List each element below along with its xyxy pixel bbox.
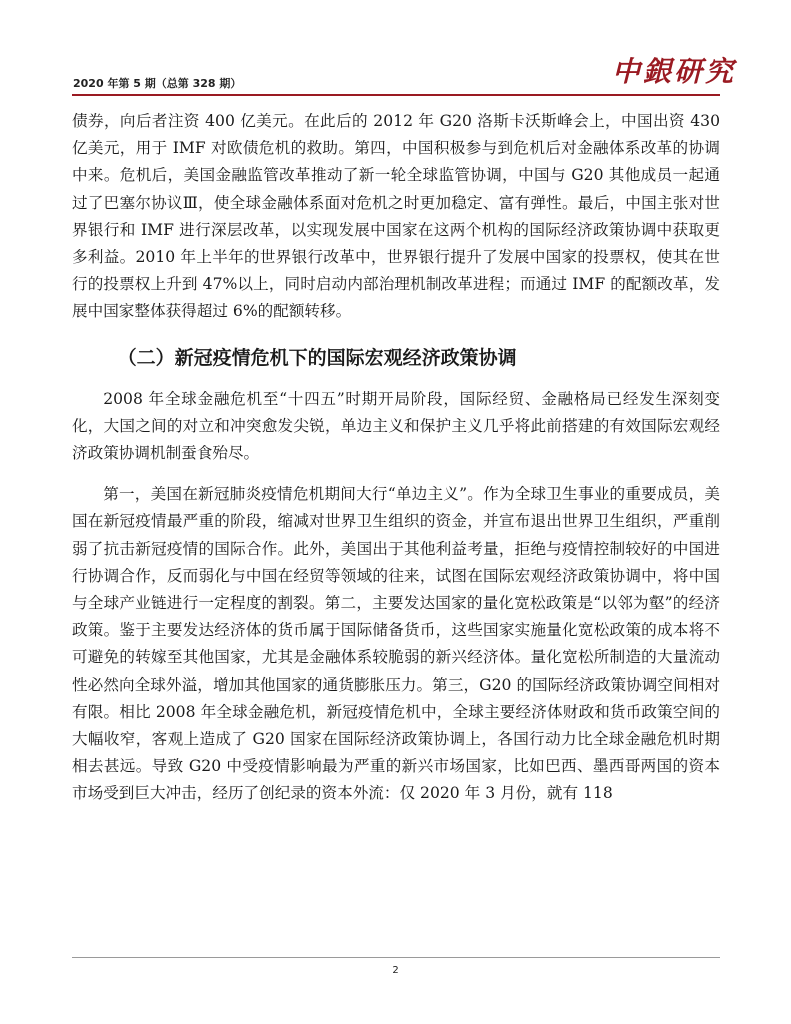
paragraph-2: 2008 年全球金融危机至“十四五”时期开局阶段，国际经贸、金融格局已经发生深刻变化，大国之间的对立和冲突愈发尖锐，单边主义和保护主义几乎将此前搭建的有效国际宏观经济政策协调机制蚕食殆尽。 <box>72 389 720 463</box>
brand-logo: 中銀研究 <box>612 55 737 88</box>
section-heading: （二）新冠疫情危机下的国际宏观经济政策协调 <box>117 346 517 369</box>
paragraph-3: 第一，美国在新冠肺炎疫情危机期间大行“单边主义”。作为全球卫生事业的重要成员，美国在新冠疫情最严重的阶段，缩减对世界卫生组织的资金，并宣布退出世界卫生组织，严重削弱了抗击新冠疫情的国际合作。此外，美国出于其他利益考量，拒绝与疫情控制较好的中国进行协调合作，反而弱化与中国在经贸等领域的往来，试图在国际宏观经济政策协调中，将中国与全球产业链进行一定程度的割裂。第二，主要发达国家的量化宽松政策是“以邻为壑”的经济政策。鉴于主要发达经济体的货币属于国际储备货币，这些国家实施量化宽松政策的成本将不可避免的转嫁至其他国家，尤其是金融体系较脆弱的新兴经济体。量化宽松所制造的大量流动性必然向全球外溢，增加其他国家的通货膨胀压力。第三，G20 的国际经济政策协调空间相对有限。相比 2008 年全球金融危机，新冠疫情危机中，全球主要经济体财政和货币政策空间的大幅收窄，客观上造成了 G20 国家在国际经济政策协调上，各国行动力比全球金融危机时期相去甚远。导致 G20 中受疫情影响最为严重的新兴市场国家，比如巴西、墨西哥两国的资本市场受到巨大冲击，经历了创纪录的资本外流：仅 2020 年 3 月份，就有 118 <box>72 485 720 803</box>
issue-label: 2020 年第 5 期（总第 328 期） <box>73 77 242 90</box>
article-body <box>72 108 720 822</box>
paragraph-1: 债券，向后者注资 400 亿美元。在此后的 2012 年 G20 洛斯卡沃斯峰会上，中国出资 430 亿美元，用于 IMF 对欧债危机的救助。第四，中国积极参与到危机后对金融体系改革的协调中来。危机后，美国金融监管改革推动了新一轮全球监管协调，中国与 G20 其他成员一起通过了巴塞尔协议Ⅲ，使全球金融体系面对危机之时更加稳定、富有弹性。最后，中国主张对世界银行和 IMF 进行深层改革，以实现发展中国家在这两个机构的国际经济政策协调中获取更多利益。2010 年上半年的世界银行改革中，世界银行提升了发展中国家的投票权，使其在世行的投票权上升到 47%以上，同时启动内部治理机制改革进程；而通过 IMF 的配额改革，发展中国家整体获得超过 6%的配额转移。 <box>72 112 720 321</box>
page-number: 2 <box>392 965 399 976</box>
header-divider <box>72 94 720 96</box>
footer-divider <box>72 957 720 958</box>
